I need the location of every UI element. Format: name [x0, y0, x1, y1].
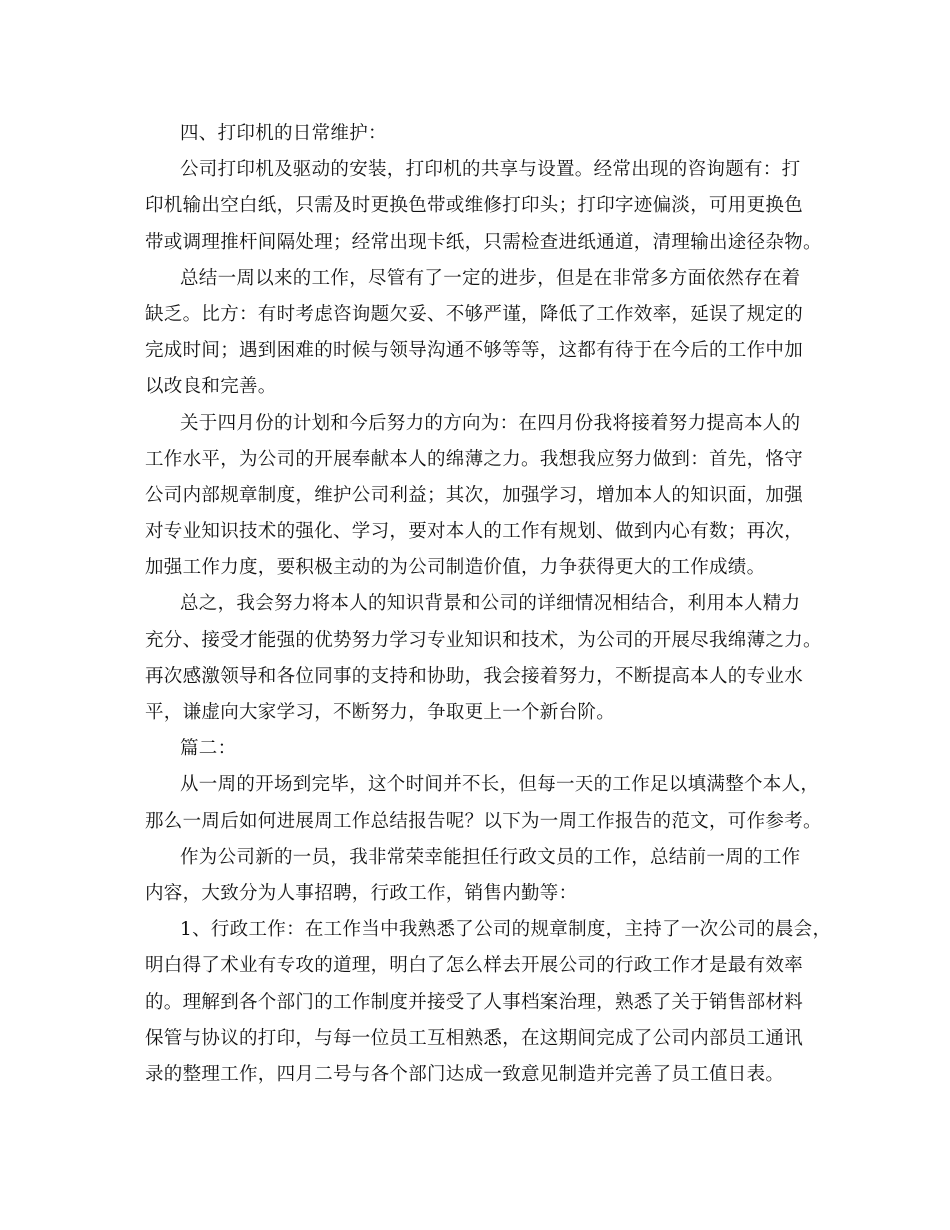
- text-line: 加强工作力度，要积极主动的为公司制造价值，力争获得更大的工作成绩。: [145, 557, 766, 579]
- text-line: 作为公司新的一员，我非常荣幸能担任行政文员的工作，总结前一周的工作: [180, 846, 801, 868]
- text-line: 保管与协议的打印，与每一位员工互相熟悉，在这期间完成了公司内部员工通讯: [145, 1027, 804, 1049]
- text-line: 1、行政工作：在工作当中我熟悉了公司的规章制度，主持了一次公司的晨会，: [180, 919, 832, 941]
- text-line: 明白得了术业有专攻的道理，明白了怎么样去开展公司的行政工作才是最有效率: [145, 955, 804, 977]
- text-line: 工作水平，为公司的开展奉献本人的绵薄之力。我想我应努力做到：首先，恪守: [145, 448, 804, 470]
- text-line: 录的整理工作，四月二号与各个部门达成一致意见制造并完善了员工值日表。: [145, 1063, 785, 1085]
- text-line: 印机输出空白纸，只需及时更换色带或维修打印头；打印字迹偏淡，可用更换色: [145, 195, 804, 217]
- text-line: 从一周的开场到完毕，这个时间并不长，但每一天的工作足以填满整个本人，: [180, 774, 820, 796]
- text-line: 关于四月份的计划和今后努力的方向为：在四月份我将接着努力提高本人的: [180, 412, 801, 434]
- text-line: 公司打印机及驱动的安装，打印机的共享与设置。经常出现的咨询题有：打: [180, 159, 801, 181]
- text-line: 那么一周后如何进展周工作总结报告呢？以下为一周工作报告的范文，可作参考。: [145, 810, 822, 832]
- text-line: 带或调理推杆间隔处理；经常出现卡纸，只需检查进纸通道，清理输出途径杂物。: [145, 231, 822, 253]
- text-line: 对专业知识技术的强化、学习，要对本人的工作有规划、做到内心有数；再次，: [145, 521, 804, 543]
- section-heading: 篇二：: [180, 738, 237, 760]
- text-line: 公司内部规章制度，维护公司利益；其次，加强学习，增加本人的知识面，加强: [145, 484, 804, 506]
- document-body: [145, 116, 832, 1093]
- text-line: 以改良和完善。: [145, 376, 277, 398]
- text-line: 完成时间；遇到困难的时候与领导沟通不够等等，这都有待于在今后的工作中加: [145, 340, 804, 362]
- text-line: 的。理解到各个部门的工作制度并接受了人事档案治理，熟悉了关于销售部材料: [145, 991, 804, 1013]
- text-line: 缺乏。比方：有时考虑咨询题欠妥、不够严谨，降低了工作效率，延误了规定的: [145, 303, 804, 325]
- text-line: 总结一周以来的工作，尽管有了一定的进步，但是在非常多方面依然存在着: [180, 267, 801, 289]
- text-line: 平，谦虚向大家学习，不断努力，争取更上一个新台阶。: [145, 702, 616, 723]
- text-line: 再次感激领导和各位同事的支持和协助，我会接着努力，不断提高本人的专业水: [145, 665, 804, 687]
- text-line: 内容，大致分为人事招聘，行政工作，销售内勤等：: [145, 882, 578, 904]
- text-line: 总之，我会努力将本人的知识背景和公司的详细情况相结合，利用本人精力: [180, 593, 801, 615]
- text-line: 充分、接受才能强的优势努力学习专业知识和技术，为公司的开展尽我绵薄之力。: [145, 629, 822, 651]
- text-line: 四、打印机的日常维护：: [180, 123, 387, 144]
